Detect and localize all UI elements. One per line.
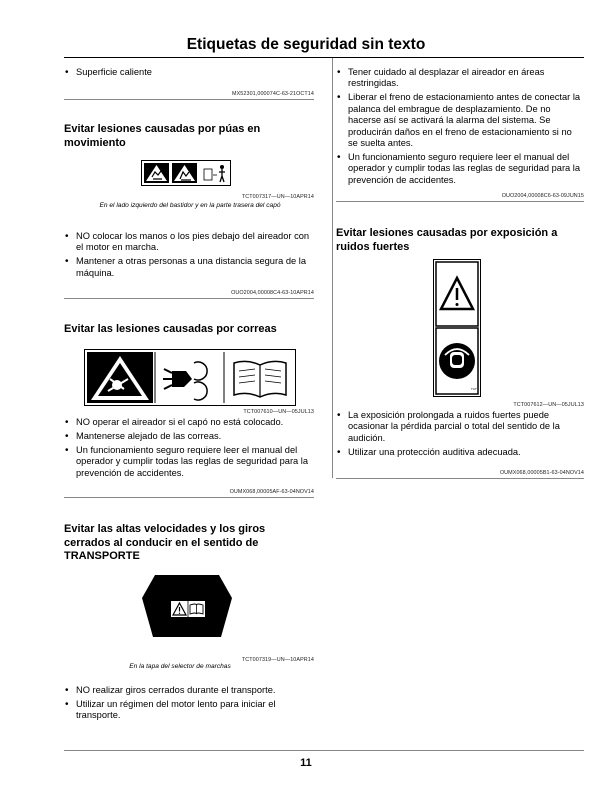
figure-code: TCT007317—UN—10APR14 (241, 194, 314, 200)
section-heading-tines: Evitar lesiones causadas por púas en movimiento (64, 123, 261, 149)
bullet-list-parking-brake (336, 67, 584, 189)
figure-code: TCT007612—UN—05JUL13 (513, 402, 584, 408)
reference-code: OUMX068,00005B1-63-04NOV14 (499, 470, 584, 476)
list-item: • La exposición prolongada a ruidos fuertes puede ocasionar la pérdida parcial o total del sentido de la audición. (336, 410, 584, 444)
list-item: • Utilizar un régimen del motor lento para iniciar el transporte. (64, 699, 314, 722)
list-item: • Mantenerse alejado de las correas. (64, 431, 314, 442)
section-divider (336, 201, 584, 202)
reference-code: MX52301,000074C-63-21OCT14 (231, 91, 314, 97)
list-item: • NO operar el aireador si el capó no está colocado. (64, 417, 314, 428)
bullet-list-belts (64, 417, 314, 482)
section-heading-belts: Evitar las lesiones causadas por correas (64, 323, 277, 335)
list-item: • NO colocar los manos o los pies debajo del aireador con el motor en marcha. (64, 231, 314, 254)
figure-code: TCT007610—UN—05JUL13 (243, 409, 314, 415)
section-divider (64, 298, 314, 299)
list-item: • Mantener a otras personas a una distancia segura de la máquina. (64, 256, 314, 279)
figure-caption: En la tapa del selector de marchas (129, 663, 231, 670)
bullet-list-hot-surface (64, 67, 314, 81)
figure-code: TCT007319—UN—10APR14 (241, 657, 314, 663)
bullet-list-transport (64, 685, 314, 724)
list-item: • Un funcionamiento seguro requiere leer el manual del operador y cumplir todas las reglas de seguridad para la prevención de accidentes. (336, 152, 584, 186)
safety-label-transport (141, 574, 233, 638)
reference-code: OUO2004,00008C4-63-10APR14 (231, 290, 314, 296)
list-item: • Superficie caliente (64, 67, 314, 78)
title-rule (64, 57, 584, 58)
list-item: • Tener cuidado al desplazar el aireador en áreas restringidas. (336, 67, 584, 90)
reference-code: OUMX068,00005AF-63-04NOV14 (229, 489, 314, 495)
section-heading-noise: Evitar lesiones causadas por exposición a ruidos fuertes (336, 227, 558, 253)
safety-label-tines (141, 160, 231, 186)
section-heading-transport: Evitar las altas velocidades y los giros cerrados al conducir en el sentido de TRANSPORTE (64, 523, 266, 562)
list-item: • Liberar el freno de estacionamiento antes de conectar la palanca del embrague de desplazamiento. De no hacerse así se activará la alarma del sistema. Se producirán daños en el freno de estacionamiento si no se suelta antes. (336, 92, 584, 149)
section-divider (64, 497, 314, 498)
page-number: 11 (300, 757, 312, 769)
page-title: Etiquetas de seguridad sin texto (186, 36, 426, 53)
reference-code: OUO2004,00008C6-63-09JUN15 (501, 193, 584, 199)
section-divider (336, 478, 584, 479)
column-divider (332, 58, 333, 478)
safety-label-noise (433, 259, 481, 397)
list-item: • NO realizar giros cerrados durante el transporte. (64, 685, 314, 696)
safety-label-belts (84, 349, 296, 406)
list-item: • Un funcionamiento seguro requiere leer el manual del operador y cumplir todas las reglas de seguridad para la prevención de accidentes. (64, 445, 314, 479)
bullet-list-noise (336, 410, 584, 461)
footer-rule (64, 750, 584, 751)
bullet-list-tines (64, 231, 314, 282)
figure-caption: En el lado izquierdo del bastidor y en la parte trasera del capó (99, 202, 281, 209)
svg-text:TCT: TCT (471, 387, 477, 391)
section-divider (64, 99, 314, 100)
list-item: • Utilizar una protección auditiva adecuada. (336, 447, 584, 458)
